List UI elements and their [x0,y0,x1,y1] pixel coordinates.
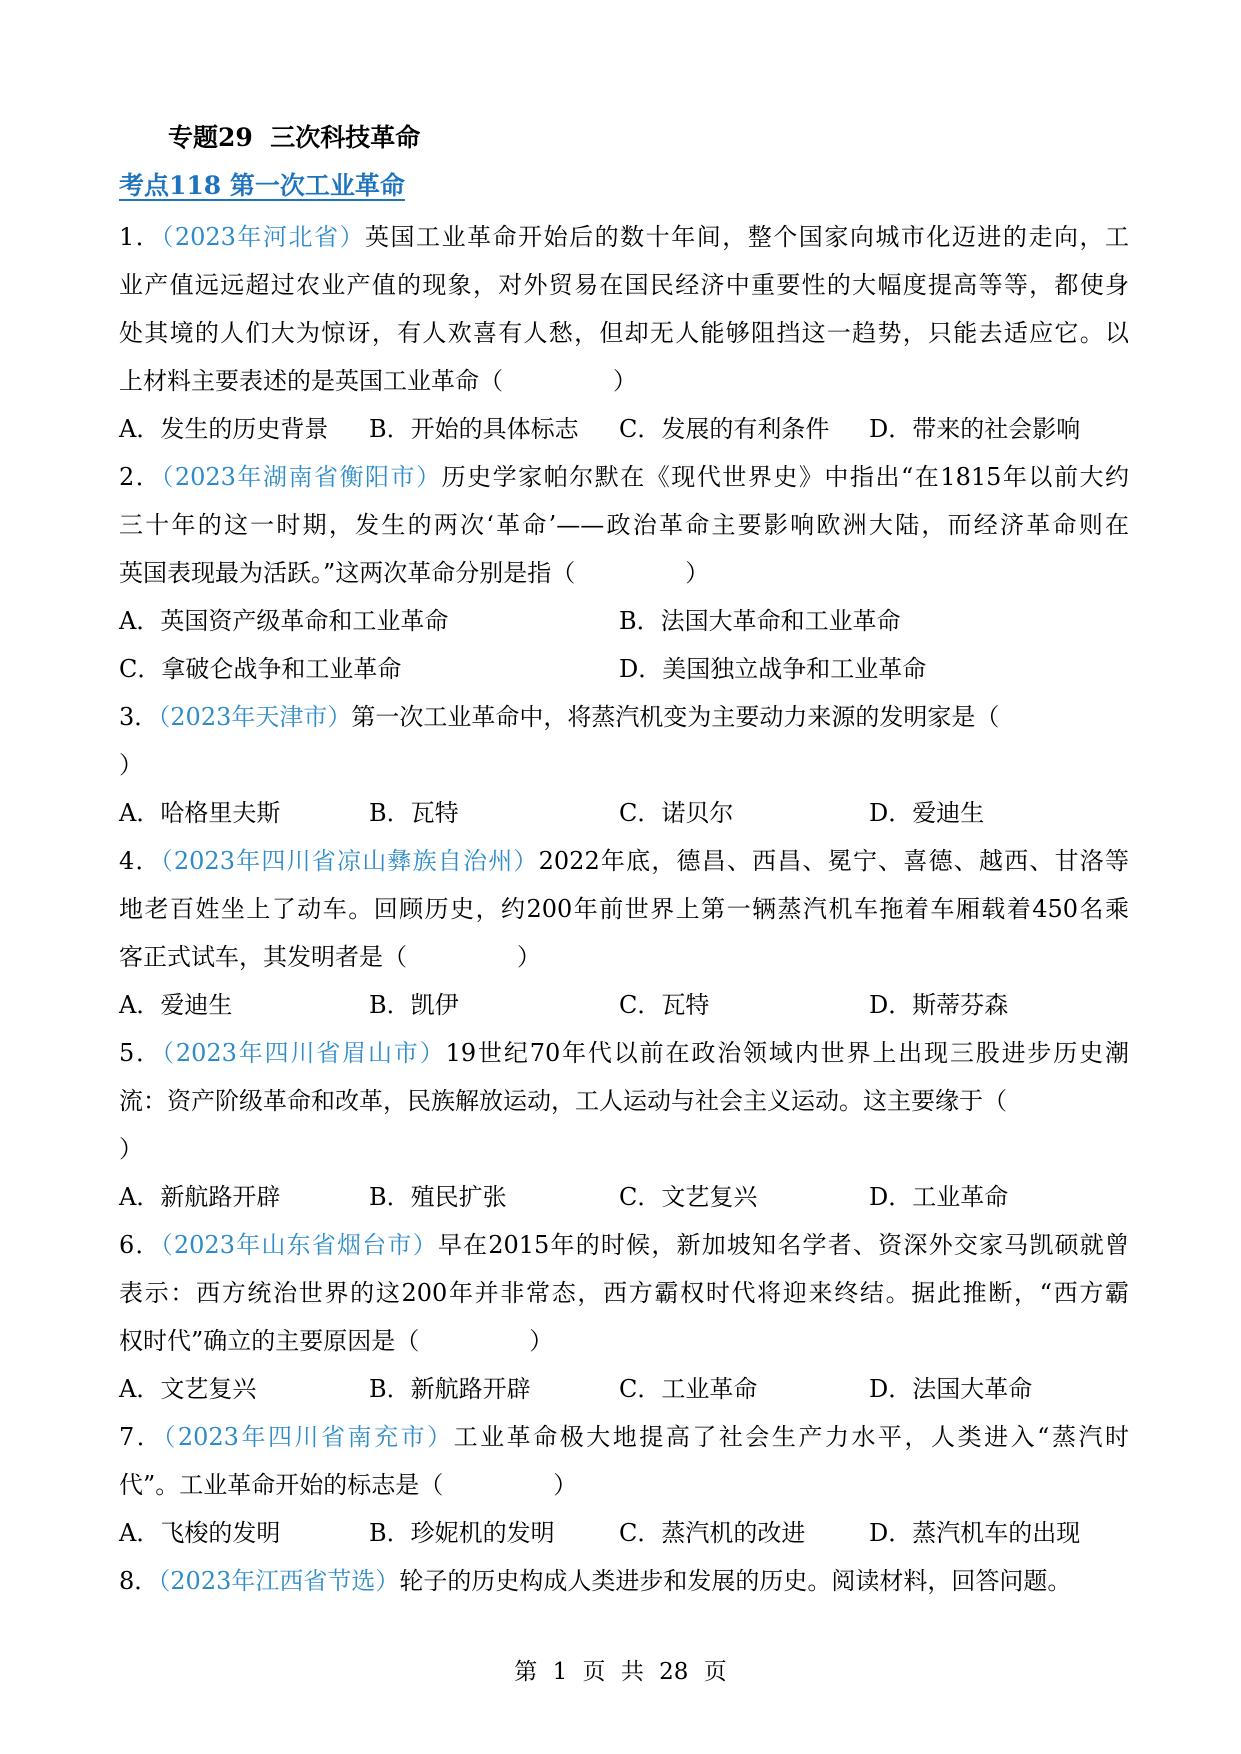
option-c: C．瓦特 [619,991,710,1019]
option-b: B．开始的具体标志 [369,415,579,443]
question-1-options [119,405,1129,453]
question-2-options-row-1 [119,597,1129,645]
option-b: B．法国大革命和工业革命 [619,607,901,635]
option-b: B．殖民扩张 [369,1183,507,1211]
option-a: A．哈格里夫斯 [119,799,281,827]
question-4-line-1: 4．（2023年四川省凉山彝族自治州）2022年底，德昌、西昌、冕宁、喜德、越西、甘洛等 [119,847,1130,875]
option-b: B．珍妮机的发明 [369,1519,555,1547]
option-d: D．爱迪生 [869,799,985,827]
option-d: D．蒸汽机车的出现 [869,1519,1081,1547]
question-2-line-2: 三十年的这一时期，发生的两次‘革命’——政治革命主要影响欧洲大陆，而经济革命则在 [119,511,1129,539]
question-2-source: （2023年湖南省衡阳市） [161,463,442,491]
option-c: C．拿破仑战争和工业革命 [119,655,402,683]
option-a: A．爱迪生 [119,991,233,1019]
question-4-line-2: 地老百姓坐上了动车。回顾历史，约200年前世界上第一辆蒸汽机车拖着车厢载着450名乘 [119,895,1129,923]
question-3-source: （2023年天津市） [158,703,352,731]
question-4-source: （2023年四川省凉山彝族自治州） [160,847,539,875]
topic-title: 专题29 三次科技革命 [168,123,421,152]
option-a: A．发生的历史背景 [119,415,329,443]
option-d: D．工业革命 [869,1183,1009,1211]
question-1-line-4: 上材料主要表述的是英国工业革命（ ） [119,367,637,395]
question-6-line-2: 表示：西方统治世界的这200年并非常态，西方霸权时代将迎来终结。据此推断，“西方霸 [119,1279,1129,1307]
question-3-close: ） [119,751,143,779]
question-5-options [119,1173,1129,1221]
question-1-line-2: 业产值远远超过农业产值的现象，对外贸易在国民经济中重要性的大幅度提高等等，都使身 [119,271,1129,299]
option-a: A．新航路开辟 [119,1183,281,1211]
question-7-options [119,1509,1129,1557]
option-d: D．法国大革命 [869,1375,1033,1403]
question-7-line-2: 代”。工业革命开始的标志是（ ） [119,1471,578,1499]
page-footer: 第 1 页 共 28 页 [514,1659,727,1685]
option-a: A．文艺复兴 [119,1375,257,1403]
question-6-source: （2023年山东省烟台市） [160,1231,438,1259]
question-4-line-3: 客正式试车，其发明者是（ ） [119,943,541,971]
option-d: D．斯蒂芬森 [869,991,1009,1019]
question-2-line-1: 2．（2023年湖南省衡阳市）历史学家帕尔默在《现代世界史》中指出“在1815年以前大约 [119,463,1129,491]
option-b: B．新航路开辟 [369,1375,531,1403]
question-4-options [119,981,1129,1029]
option-c: C．工业革命 [619,1375,758,1403]
question-1-line-3: 处其境的人们大为惊讶，有人欢喜有人愁，但却无人能够阻挡这一趋势，只能去适应它。以 [119,319,1129,347]
question-3-line-1: 3．（2023年天津市）第一次工业革命中，将蒸汽机变为主要动力来源的发明家是（ [119,703,1000,731]
question-list [119,213,1129,1605]
option-c: C．蒸汽机的改进 [619,1519,806,1547]
option-a: A．飞梭的发明 [119,1519,281,1547]
question-7-line-1: 7．（2023年四川省南充市）工业革命极大地提高了社会生产力水平，人类进入“蒸汽时 [119,1423,1129,1451]
question-7-source: （2023年四川省南充市） [163,1423,454,1451]
question-3-options [119,789,1129,837]
question-2-line-3: 英国表现最为活跃。”这两次革命分别是指（ ） [119,559,710,587]
question-8-line-1: 8．（2023年江西省节选）轮子的历史构成人类进步和发展的历史。阅读材料，回答问题。 [119,1567,1072,1595]
option-a: A．英国资产级革命和工业革命 [119,607,449,635]
question-5-close: ） [119,1135,143,1163]
question-5-source: （2023年四川省眉山市） [161,1039,446,1067]
option-b: B．凯伊 [369,991,459,1019]
option-d: D．美国独立战争和工业革命 [619,655,927,683]
question-8-source: （2023年江西省节选） [158,1567,400,1595]
option-d: D．带来的社会影响 [869,415,1081,443]
question-5-line-2: 流：资产阶级革命和改革，民族解放运动，工人运动与社会主义运动。这主要缘于（ [119,1087,1007,1115]
question-1-line-1: 1．（2023年河北省）英国工业革命开始后的数十年间，整个国家向城市化迈进的走向，工 [119,223,1130,251]
question-5-line-1: 5．（2023年四川省眉山市）19世纪70年代以前在政治领域内世界上出现三股进步历史潮 [119,1039,1129,1067]
question-6-options [119,1365,1129,1413]
option-c: C．诺贝尔 [619,799,734,827]
section-title: 考点118 第一次工业革命 [119,171,405,200]
option-c: C．文艺复兴 [619,1183,758,1211]
question-6-line-1: 6．（2023年山东省烟台市）早在2015年的时候，新加坡知名学者、资深外交家马凯硕就曾 [119,1231,1129,1259]
question-2-options-row-2 [119,645,1129,693]
question-6-line-3: 权时代”确立的主要原因是（ ） [119,1327,554,1355]
question-1-source: （2023年河北省） [161,223,366,251]
option-b: B．瓦特 [369,799,459,827]
option-c: C．发展的有利条件 [619,415,830,443]
